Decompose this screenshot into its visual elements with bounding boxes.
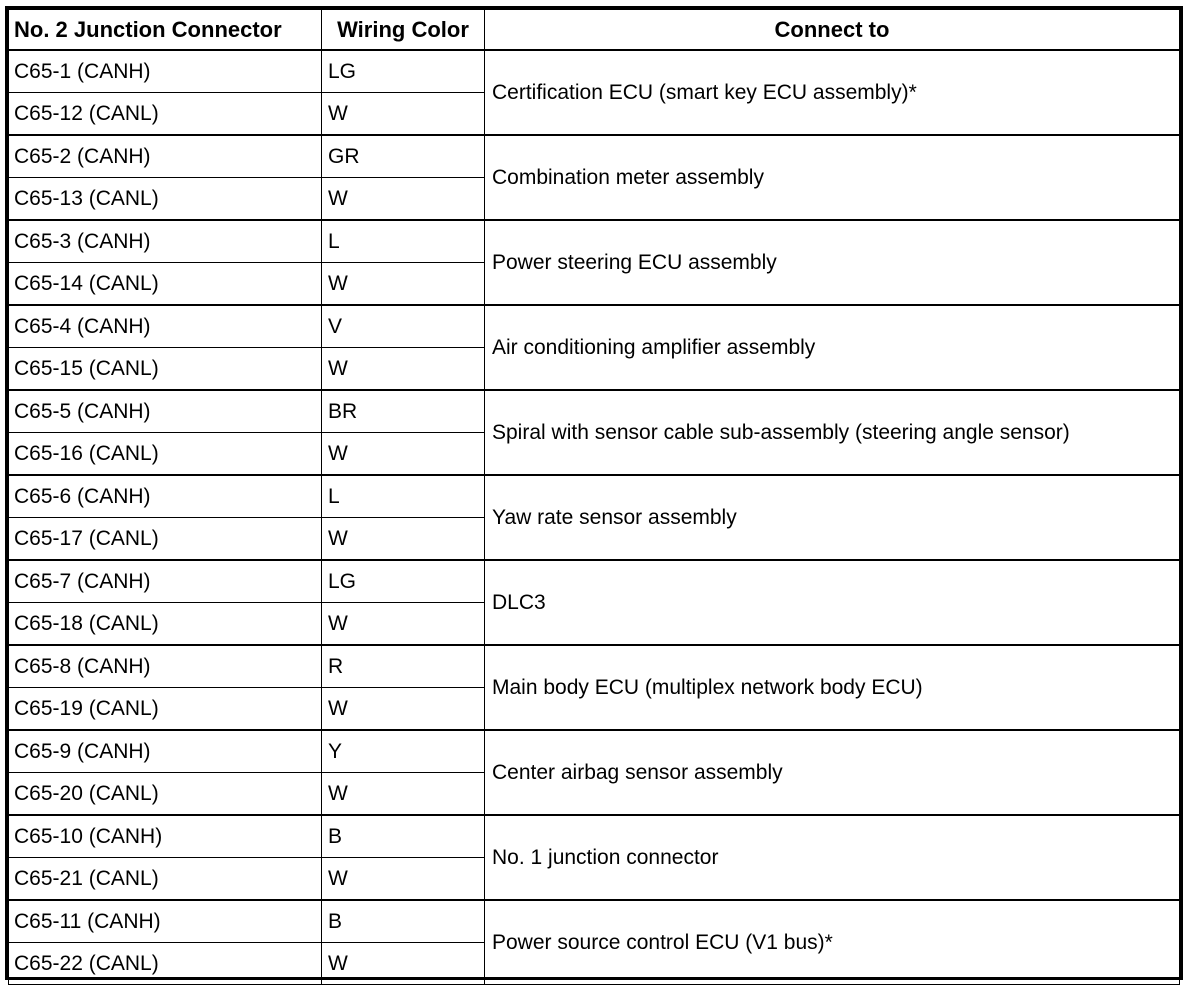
canh-pin-cell: C65-6 (CANH) xyxy=(9,475,322,518)
table-row xyxy=(9,305,1180,348)
canh-pin-cell: C65-1 (CANH) xyxy=(9,50,322,93)
connect-to-cell: Center airbag sensor assembly xyxy=(485,730,1180,815)
canh-color-cell: BR xyxy=(322,390,485,433)
canl-color-cell: W xyxy=(322,688,485,731)
connect-to-cell: Spiral with sensor cable sub-assembly (steering angle sensor) xyxy=(485,390,1180,475)
canh-color-cell: LG xyxy=(322,50,485,93)
canl-pin-cell: C65-17 (CANL) xyxy=(9,518,322,561)
connect-to-cell: Combination meter assembly xyxy=(485,135,1180,220)
connect-to-cell: DLC3 xyxy=(485,560,1180,645)
canh-pin-cell: C65-11 (CANH) xyxy=(9,900,322,943)
table-body xyxy=(9,50,1180,985)
canl-pin-cell: C65-16 (CANL) xyxy=(9,433,322,476)
canh-color-cell: B xyxy=(322,900,485,943)
canl-color-cell: W xyxy=(322,263,485,306)
canh-pin-cell: C65-2 (CANH) xyxy=(9,135,322,178)
canh-pin-cell: C65-10 (CANH) xyxy=(9,815,322,858)
canl-color-cell: W xyxy=(322,773,485,816)
connect-to-cell: No. 1 junction connector xyxy=(485,815,1180,900)
canl-pin-cell: C65-15 (CANL) xyxy=(9,348,322,391)
canh-color-cell: GR xyxy=(322,135,485,178)
canh-color-cell: L xyxy=(322,220,485,263)
header-connect-to: Connect to xyxy=(485,10,1180,51)
wiring-table-frame xyxy=(5,6,1183,980)
canl-color-cell: W xyxy=(322,518,485,561)
header-connector: No. 2 Junction Connector xyxy=(9,10,322,51)
canh-color-cell: L xyxy=(322,475,485,518)
canl-color-cell: W xyxy=(322,348,485,391)
header-wiring-color: Wiring Color xyxy=(322,10,485,51)
canl-pin-cell: C65-12 (CANL) xyxy=(9,93,322,136)
canh-pin-cell: C65-3 (CANH) xyxy=(9,220,322,263)
canh-color-cell: B xyxy=(322,815,485,858)
table-row xyxy=(9,730,1180,773)
canl-color-cell: W xyxy=(322,178,485,221)
table-row xyxy=(9,390,1180,433)
table-row xyxy=(9,135,1180,178)
canh-color-cell: LG xyxy=(322,560,485,603)
table-row xyxy=(9,900,1180,943)
canl-color-cell: W xyxy=(322,603,485,646)
table-row xyxy=(9,560,1180,603)
canl-pin-cell: C65-13 (CANL) xyxy=(9,178,322,221)
canl-color-cell: W xyxy=(322,93,485,136)
connect-to-cell: Main body ECU (multiplex network body ECU) xyxy=(485,645,1180,730)
canh-pin-cell: C65-5 (CANH) xyxy=(9,390,322,433)
canh-pin-cell: C65-4 (CANH) xyxy=(9,305,322,348)
canh-color-cell: Y xyxy=(322,730,485,773)
canl-color-cell: W xyxy=(322,858,485,901)
canl-color-cell: W xyxy=(322,943,485,985)
table-row xyxy=(9,645,1180,688)
table-row xyxy=(9,475,1180,518)
canl-pin-cell: C65-22 (CANL) xyxy=(9,943,322,985)
connect-to-cell: Yaw rate sensor assembly xyxy=(485,475,1180,560)
canl-pin-cell: C65-19 (CANL) xyxy=(9,688,322,731)
canl-pin-cell: C65-20 (CANL) xyxy=(9,773,322,816)
canh-pin-cell: C65-9 (CANH) xyxy=(9,730,322,773)
canh-pin-cell: C65-7 (CANH) xyxy=(9,560,322,603)
canh-color-cell: V xyxy=(322,305,485,348)
canl-color-cell: W xyxy=(322,433,485,476)
table-row xyxy=(9,220,1180,263)
table-header-row xyxy=(9,10,1180,51)
connect-to-cell: Certification ECU (smart key ECU assembly)* xyxy=(485,50,1180,135)
canl-pin-cell: C65-21 (CANL) xyxy=(9,858,322,901)
connect-to-cell: Power steering ECU assembly xyxy=(485,220,1180,305)
table-row xyxy=(9,50,1180,93)
connect-to-cell: Air conditioning amplifier assembly xyxy=(485,305,1180,390)
table-row xyxy=(9,815,1180,858)
canl-pin-cell: C65-14 (CANL) xyxy=(9,263,322,306)
canh-color-cell: R xyxy=(322,645,485,688)
canl-pin-cell: C65-18 (CANL) xyxy=(9,603,322,646)
connect-to-cell: Power source control ECU (V1 bus)* xyxy=(485,900,1180,985)
canh-pin-cell: C65-8 (CANH) xyxy=(9,645,322,688)
junction-connector-table xyxy=(8,9,1180,985)
